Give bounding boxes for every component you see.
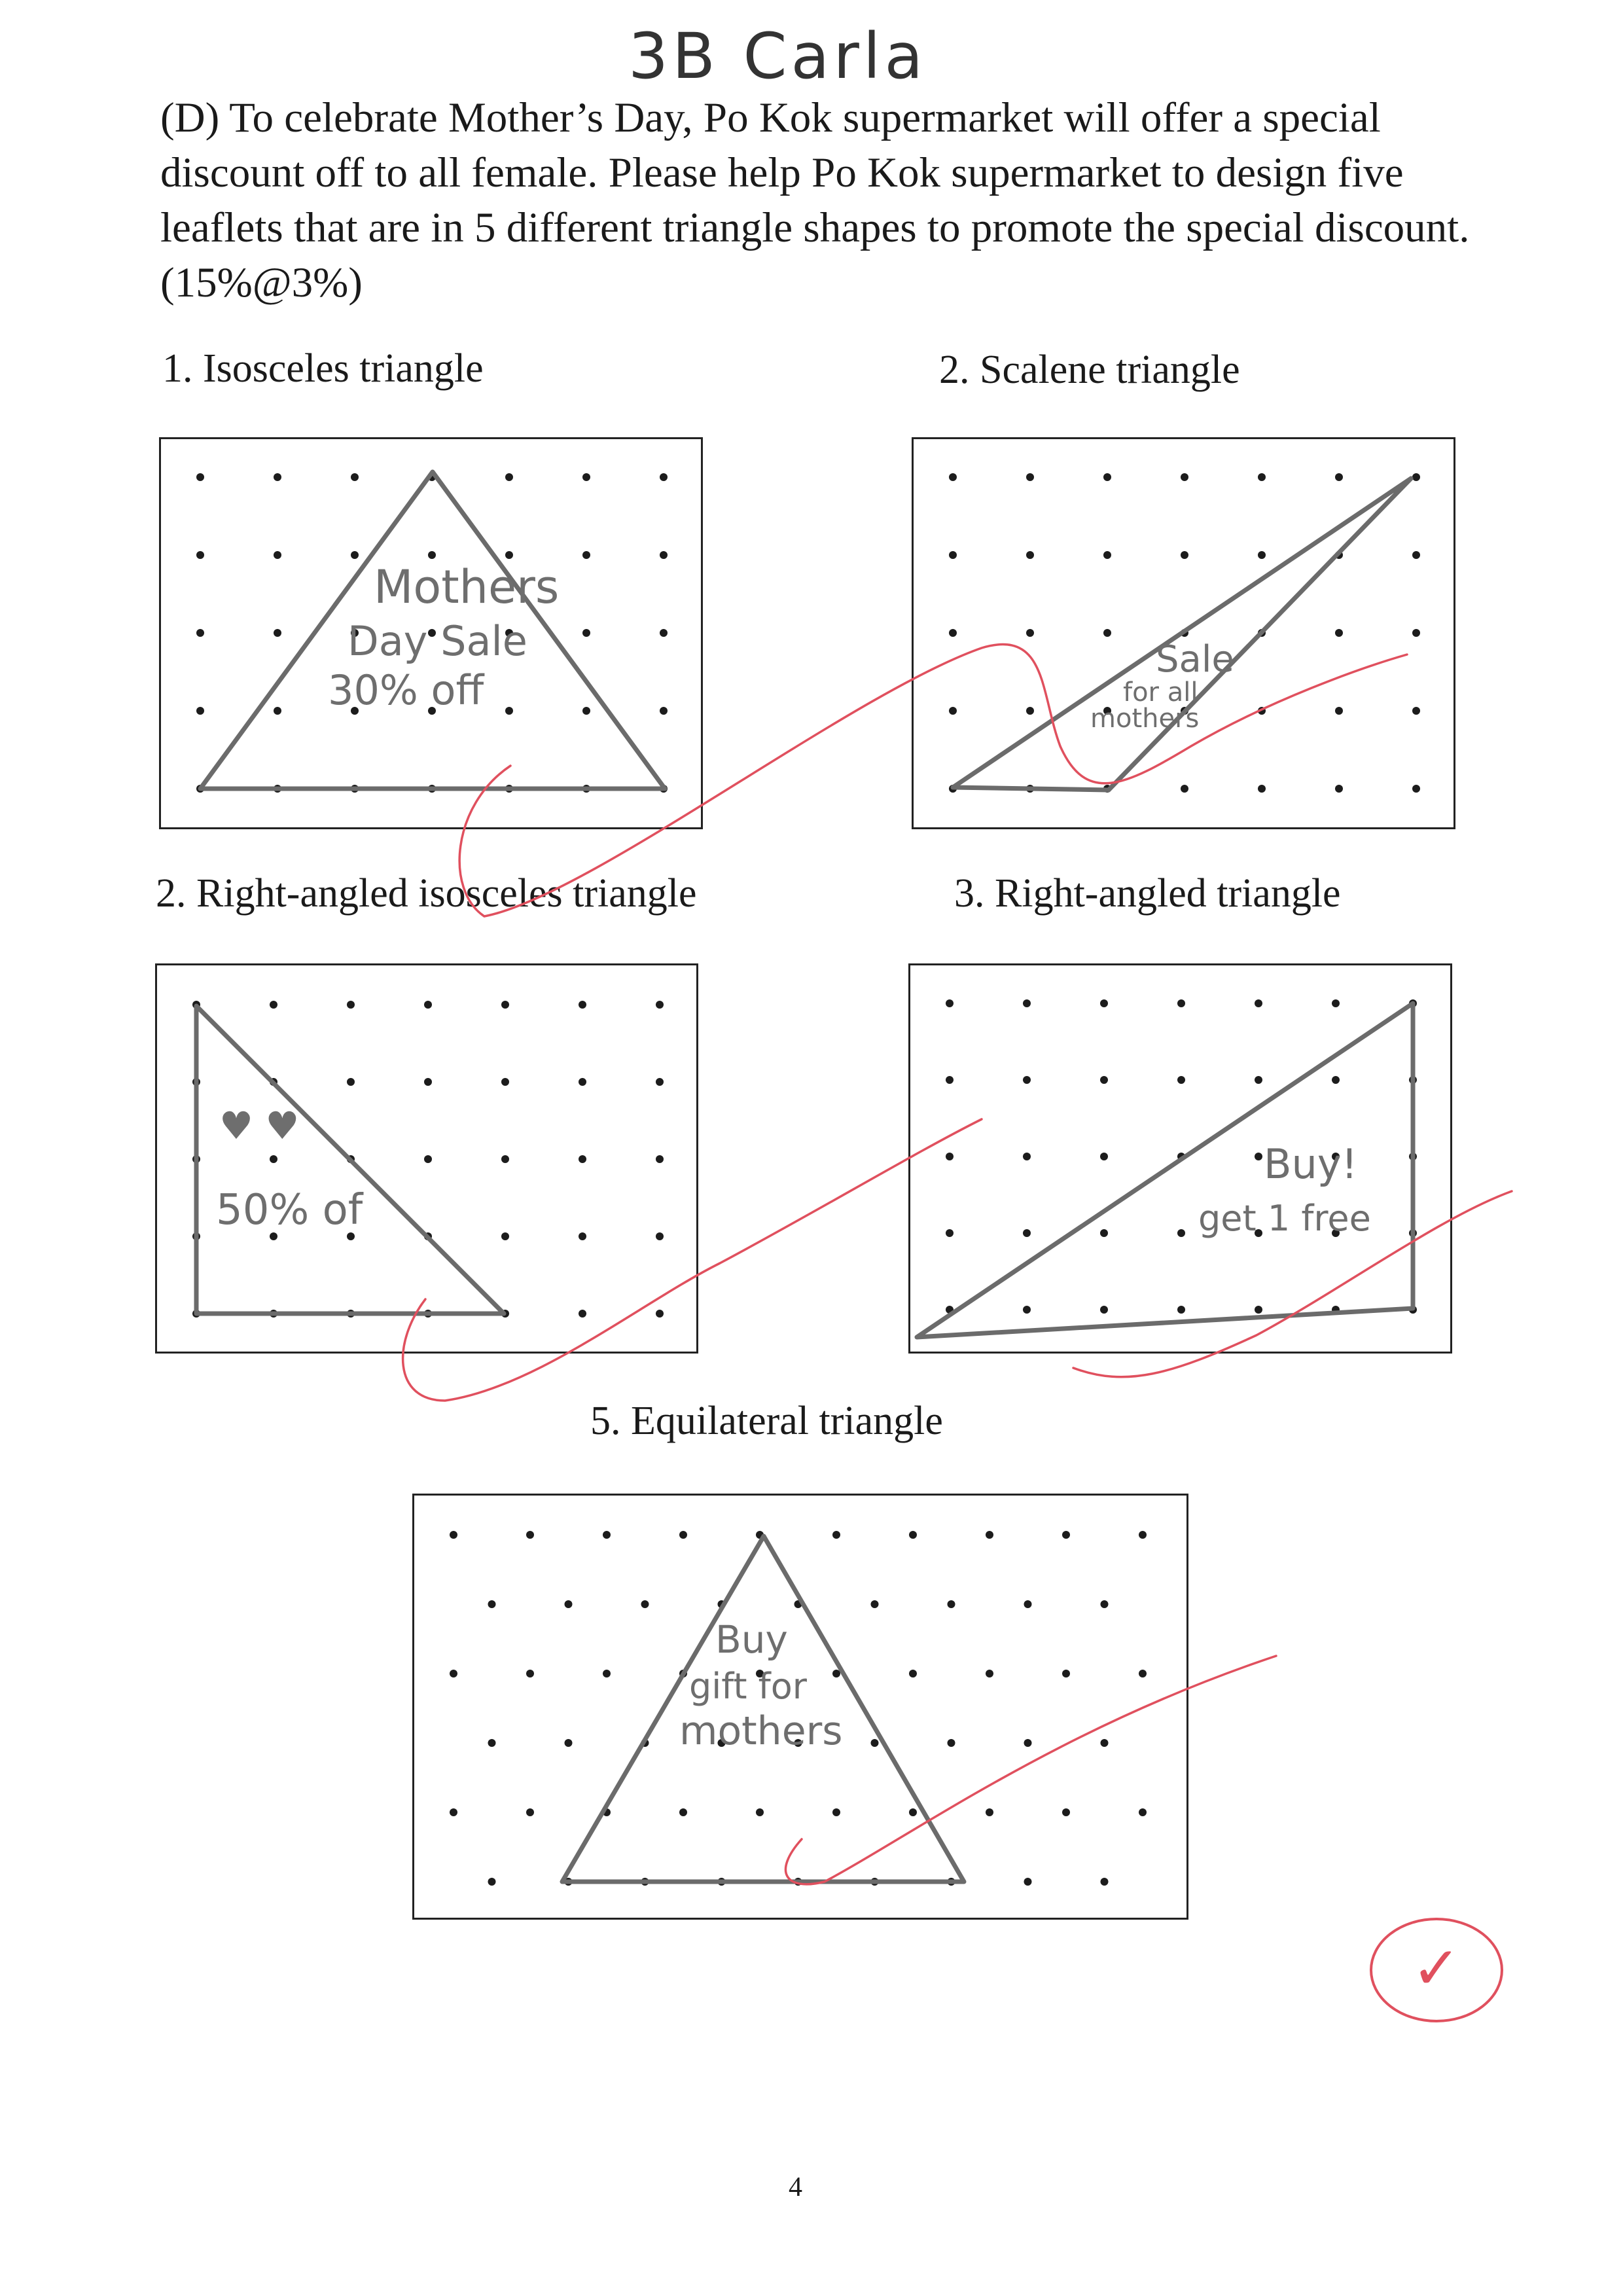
leaflet-right-isosceles (155, 963, 698, 1354)
grade-circle (1364, 1911, 1508, 2029)
grid-dot (641, 1600, 649, 1608)
grid-dot (1023, 999, 1031, 1007)
grid-dot (526, 1670, 534, 1677)
handwriting-line-1: Mothers (374, 560, 560, 614)
grid-dot (1255, 1076, 1262, 1084)
grid-dot (909, 1808, 917, 1816)
grid-dot (582, 551, 590, 559)
grid-dot (488, 1878, 496, 1886)
grid-dot (1026, 707, 1034, 715)
grid-dot (501, 1232, 509, 1240)
grid-dot (986, 1531, 993, 1539)
grid-dot (274, 707, 281, 715)
grid-dot (579, 1310, 586, 1318)
grid-dot (1412, 785, 1420, 793)
grid-dot (582, 473, 590, 481)
question-text: (D) To celebrate Mother’s Day, Po Kok supermarket will offer a special discount off to all female. Please help Po Kok supermarket to design five leaflets that are in 5 different triangle shapes to promote the special discount. (15%@3%) (160, 94, 1470, 306)
grid-dot (1100, 1076, 1108, 1084)
dot-grid-scalene (914, 439, 1454, 827)
grid-dot (1335, 707, 1343, 715)
grid-dot (526, 1808, 534, 1816)
grid-dot (832, 1670, 840, 1677)
grid-dot (946, 1229, 954, 1237)
grid-dot (679, 1531, 687, 1539)
grid-dot (1181, 473, 1188, 481)
grid-dot (1023, 1229, 1031, 1237)
grid-dot (949, 473, 957, 481)
grid-dot (424, 1078, 432, 1086)
grid-dot (428, 551, 436, 559)
grid-dot (946, 1153, 954, 1160)
grid-dot (1023, 1153, 1031, 1160)
grid-dot (1100, 999, 1108, 1007)
handwriting-hearts: ♥ ♥ (219, 1103, 300, 1148)
grid-dot (196, 629, 204, 637)
grid-dot (832, 1808, 840, 1816)
grid-dot (656, 1232, 664, 1240)
grid-dot (505, 551, 513, 559)
grid-dot (505, 473, 513, 481)
grid-dot (274, 473, 281, 481)
grid-dot (1258, 551, 1266, 559)
leaflet-title-isosceles: 1. Isosceles triangle (162, 346, 484, 391)
grid-dot (1412, 707, 1420, 715)
grid-dot (1139, 1531, 1147, 1539)
grid-dot (1024, 1878, 1032, 1886)
grid-dot (1103, 629, 1111, 637)
handwriting-line-3: 30% off (328, 666, 484, 714)
grid-dot (347, 1078, 355, 1086)
grid-dot (351, 551, 359, 559)
handwriting-line-1: Buy! (1264, 1140, 1358, 1188)
grid-dot (1335, 473, 1343, 481)
grid-dot (1177, 1076, 1185, 1084)
leaflet-title-right-angled: 3. Right-angled triangle (954, 871, 1341, 916)
grid-dot (501, 1078, 509, 1086)
dot-grid-right-angled (910, 965, 1450, 1352)
grid-dot (196, 473, 204, 481)
grid-dot (946, 1076, 954, 1084)
grid-dot (1412, 629, 1420, 637)
dot-grid-right-isosceles (157, 965, 696, 1352)
grid-dot (871, 1739, 879, 1747)
grid-dot (1062, 1808, 1070, 1816)
leaflet-title-right-isosceles: 2. Right-angled isosceles triangle (156, 871, 697, 916)
right-isosceles-triangle (196, 1006, 504, 1314)
grid-dot (450, 1531, 457, 1539)
grid-dot (424, 1155, 432, 1163)
grid-dot (946, 999, 954, 1007)
grid-dot (656, 1155, 664, 1163)
grid-dot (270, 1001, 277, 1009)
grid-dot (756, 1808, 764, 1816)
grid-dot (274, 629, 281, 637)
grid-dot (501, 1001, 509, 1009)
grid-dot (909, 1670, 917, 1677)
grid-dot (656, 1310, 664, 1318)
leaflet-scalene (912, 437, 1455, 829)
page-number: 4 (789, 2172, 802, 2202)
handwriting-line-2: for all (1123, 677, 1198, 708)
dot-grid-isosceles (161, 439, 701, 827)
grid-dot (1332, 1076, 1340, 1084)
handwriting-line-2: gift for (689, 1666, 807, 1707)
leaflet-isosceles (159, 437, 703, 829)
grid-dot (1026, 629, 1034, 637)
grid-dot (1024, 1600, 1032, 1608)
grid-dot (949, 551, 957, 559)
dot-grid-equilateral (414, 1496, 1186, 1918)
grid-dot (1255, 1306, 1262, 1314)
grid-dot (579, 1001, 586, 1009)
grid-dot (450, 1670, 457, 1677)
grid-dot (1177, 1229, 1185, 1237)
handwriting-line-2: get 1 free (1198, 1198, 1371, 1239)
grid-dot (656, 1078, 664, 1086)
grid-dot (949, 629, 957, 637)
grid-dot (1139, 1670, 1147, 1677)
grid-dot (1100, 1306, 1108, 1314)
grid-dot (1024, 1739, 1032, 1747)
grid-dot (1100, 1153, 1108, 1160)
grid-dot (347, 1001, 355, 1009)
grid-dot (565, 1739, 573, 1747)
grid-dot (660, 707, 668, 715)
grid-dot (1255, 1153, 1262, 1160)
grid-dot (196, 707, 204, 715)
grid-dot (986, 1808, 993, 1816)
grid-dot (1026, 551, 1034, 559)
grid-dot (1023, 1076, 1031, 1084)
grid-dot (579, 1078, 586, 1086)
grid-dot (1177, 999, 1185, 1007)
grid-dot (948, 1739, 955, 1747)
grid-dot (1255, 999, 1262, 1007)
grid-dot (1062, 1670, 1070, 1677)
grid-dot (450, 1808, 457, 1816)
grid-dot (1103, 473, 1111, 481)
grid-dot (832, 1531, 840, 1539)
grid-dot (1335, 785, 1343, 793)
grid-dot (501, 1155, 509, 1163)
grid-dot (579, 1232, 586, 1240)
grid-dot (871, 1600, 879, 1608)
grid-dot (579, 1155, 586, 1163)
grid-dot (1332, 999, 1340, 1007)
grid-dot (1412, 473, 1420, 481)
grid-dot (656, 1001, 664, 1009)
grade-mark: ✓ (1412, 1934, 1461, 2003)
grid-dot (603, 1670, 611, 1677)
grid-dot (565, 1600, 573, 1608)
grid-dot (582, 629, 590, 637)
student-name: 3B Carla (628, 20, 927, 93)
grid-dot (1101, 1739, 1109, 1747)
grid-dot (660, 473, 668, 481)
leaflet-right-angled (908, 963, 1452, 1354)
leaflet-title-equilateral: 5. Equilateral triangle (590, 1399, 943, 1443)
handwriting-line-1: Sale (1156, 638, 1234, 681)
handwriting-line-2: Day Sale (348, 617, 527, 665)
grid-dot (488, 1600, 496, 1608)
grid-dot (1177, 1306, 1185, 1314)
grid-dot (274, 551, 281, 559)
grid-dot (196, 551, 204, 559)
grid-dot (1100, 1229, 1108, 1237)
grid-dot (660, 629, 668, 637)
handwriting-line-1: Buy (715, 1617, 788, 1662)
grid-dot (1258, 707, 1266, 715)
grid-dot (1103, 551, 1111, 559)
grid-dot (1026, 473, 1034, 481)
grid-dot (424, 1001, 432, 1009)
handwriting-line-3: mothers (679, 1708, 843, 1754)
leaflet-equilateral (412, 1494, 1188, 1920)
grid-dot (1101, 1600, 1109, 1608)
grid-dot (1062, 1531, 1070, 1539)
leaflet-title-scalene: 2. Scalene triangle (939, 348, 1240, 392)
grid-dot (679, 1808, 687, 1816)
grid-dot (660, 551, 668, 559)
handwriting-line-3: mothers (1090, 704, 1200, 734)
grid-dot (986, 1670, 993, 1677)
grid-dot (1023, 1306, 1031, 1314)
grid-dot (270, 1155, 277, 1163)
grid-dot (505, 707, 513, 715)
grid-dot (1139, 1808, 1147, 1816)
grid-dot (1181, 551, 1188, 559)
grid-dot (526, 1531, 534, 1539)
grid-dot (603, 1531, 611, 1539)
grid-dot (488, 1739, 496, 1747)
grid-dot (909, 1531, 917, 1539)
handwriting-line-1: 50% of (216, 1186, 363, 1234)
grid-dot (1335, 629, 1343, 637)
grid-dot (1412, 551, 1420, 559)
grid-dot (949, 707, 957, 715)
grid-dot (1258, 785, 1266, 793)
grid-dot (948, 1600, 955, 1608)
grid-dot (1181, 785, 1188, 793)
grid-dot (351, 473, 359, 481)
grid-dot (1101, 1878, 1109, 1886)
grid-dot (1258, 473, 1266, 481)
grid-dot (582, 707, 590, 715)
